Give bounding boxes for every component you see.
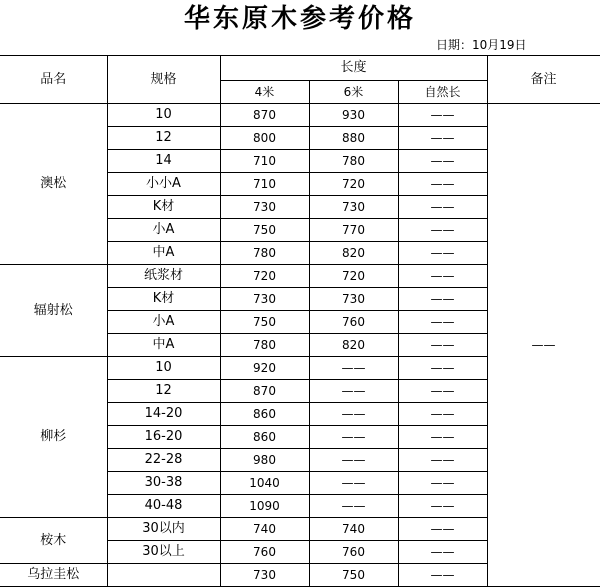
natural-length-cell: —— — [398, 127, 487, 150]
header-spec: 规格 — [107, 56, 220, 104]
spec-cell: 12 — [107, 127, 220, 150]
natural-length-cell: —— — [398, 150, 487, 173]
price-4m-cell: 720 — [220, 265, 309, 288]
price-4m-cell: 730 — [220, 196, 309, 219]
natural-length-cell: —— — [398, 495, 487, 518]
header-name: 品名 — [0, 56, 107, 104]
natural-length-cell: —— — [398, 196, 487, 219]
price-6m-cell: 770 — [309, 219, 398, 242]
header-natural: 自然长 — [398, 81, 487, 104]
price-6m-cell: 720 — [309, 173, 398, 196]
price-6m-cell: 820 — [309, 334, 398, 357]
price-6m-cell: —— — [309, 495, 398, 518]
price-4m-cell: 780 — [220, 242, 309, 265]
natural-length-cell: —— — [398, 380, 487, 403]
spec-cell: 30以内 — [107, 518, 220, 541]
price-4m-cell: 750 — [220, 311, 309, 334]
natural-length-cell: —— — [398, 219, 487, 242]
price-6m-cell: —— — [309, 449, 398, 472]
price-6m-cell: 740 — [309, 518, 398, 541]
price-6m-cell: 730 — [309, 196, 398, 219]
header-4m: 4米 — [220, 81, 309, 104]
header-row-1 — [0, 56, 600, 81]
natural-length-cell: —— — [398, 541, 487, 564]
natural-length-cell: —— — [398, 104, 487, 127]
spec-cell: 中A — [107, 242, 220, 265]
price-4m-cell: 870 — [220, 104, 309, 127]
spec-cell: 小小A — [107, 173, 220, 196]
spec-cell: 小A — [107, 311, 220, 334]
price-4m-cell: 730 — [220, 564, 309, 587]
spec-cell: K材 — [107, 288, 220, 311]
spec-cell: 12 — [107, 380, 220, 403]
price-6m-cell: —— — [309, 357, 398, 380]
natural-length-cell: —— — [398, 265, 487, 288]
product-name-cell: 桉木 — [0, 518, 107, 564]
price-4m-cell: 710 — [220, 173, 309, 196]
spec-cell: 小A — [107, 219, 220, 242]
price-4m-cell: 730 — [220, 288, 309, 311]
price-4m-cell: 800 — [220, 127, 309, 150]
product-name-cell: 辐射松 — [0, 265, 107, 357]
natural-length-cell: —— — [398, 449, 487, 472]
price-6m-cell: 930 — [309, 104, 398, 127]
price-4m-cell: 980 — [220, 449, 309, 472]
natural-length-cell: —— — [398, 564, 487, 587]
natural-length-cell: —— — [398, 472, 487, 495]
spec-cell: 中A — [107, 334, 220, 357]
price-4m-cell: 1090 — [220, 495, 309, 518]
price-6m-cell: —— — [309, 380, 398, 403]
price-6m-cell: 880 — [309, 127, 398, 150]
price-4m-cell: 760 — [220, 541, 309, 564]
product-name-cell: 乌拉圭松 — [0, 564, 107, 587]
header-length: 长度 — [220, 56, 487, 81]
spec-cell: 14 — [107, 150, 220, 173]
spec-cell: 纸浆材 — [107, 265, 220, 288]
natural-length-cell: —— — [398, 173, 487, 196]
date-line — [436, 37, 527, 53]
natural-length-cell: —— — [398, 288, 487, 311]
price-4m-cell: 860 — [220, 426, 309, 449]
page-title: 华东原木参考价格 — [183, 4, 416, 34]
price-6m-cell: —— — [309, 472, 398, 495]
price-6m-cell: 780 — [309, 150, 398, 173]
spec-cell: 10 — [107, 104, 220, 127]
price-4m-cell: 740 — [220, 518, 309, 541]
spec-cell: 22-28 — [107, 449, 220, 472]
spec-cell: 10 — [107, 357, 220, 380]
spec-cell: 30以上 — [107, 541, 220, 564]
price-4m-cell: 710 — [220, 150, 309, 173]
spec-cell: K材 — [107, 196, 220, 219]
price-6m-cell: 750 — [309, 564, 398, 587]
natural-length-cell: —— — [398, 518, 487, 541]
date-value: 10月19日 — [472, 38, 527, 52]
price-table-body — [0, 56, 600, 587]
price-4m-cell: 920 — [220, 357, 309, 380]
spec-cell: 16-20 — [107, 426, 220, 449]
note-cell: —— — [487, 104, 600, 587]
date-label: 日期： — [436, 38, 473, 52]
price-table — [0, 55, 600, 587]
price-6m-cell: 820 — [309, 242, 398, 265]
spec-cell: 30-38 — [107, 472, 220, 495]
price-6m-cell: —— — [309, 403, 398, 426]
natural-length-cell: —— — [398, 403, 487, 426]
header-note: 备注 — [487, 56, 600, 104]
price-4m-cell: 870 — [220, 380, 309, 403]
natural-length-cell: —— — [398, 357, 487, 380]
price-6m-cell: 720 — [309, 265, 398, 288]
header-6m: 6米 — [309, 81, 398, 104]
price-6m-cell: 760 — [309, 311, 398, 334]
natural-length-cell: —— — [398, 242, 487, 265]
natural-length-cell: —— — [398, 334, 487, 357]
price-6m-cell: 760 — [309, 541, 398, 564]
price-6m-cell: —— — [309, 426, 398, 449]
spec-cell — [107, 564, 220, 587]
price-4m-cell: 750 — [220, 219, 309, 242]
price-4m-cell: 1040 — [220, 472, 309, 495]
natural-length-cell: —— — [398, 311, 487, 334]
spec-cell: 40-48 — [107, 495, 220, 518]
natural-length-cell: —— — [398, 426, 487, 449]
spec-cell: 14-20 — [107, 403, 220, 426]
price-4m-cell: 780 — [220, 334, 309, 357]
product-name-cell: 澳松 — [0, 104, 107, 265]
table-row — [0, 104, 600, 127]
product-name-cell: 柳杉 — [0, 357, 107, 518]
price-6m-cell: 730 — [309, 288, 398, 311]
price-4m-cell: 860 — [220, 403, 309, 426]
